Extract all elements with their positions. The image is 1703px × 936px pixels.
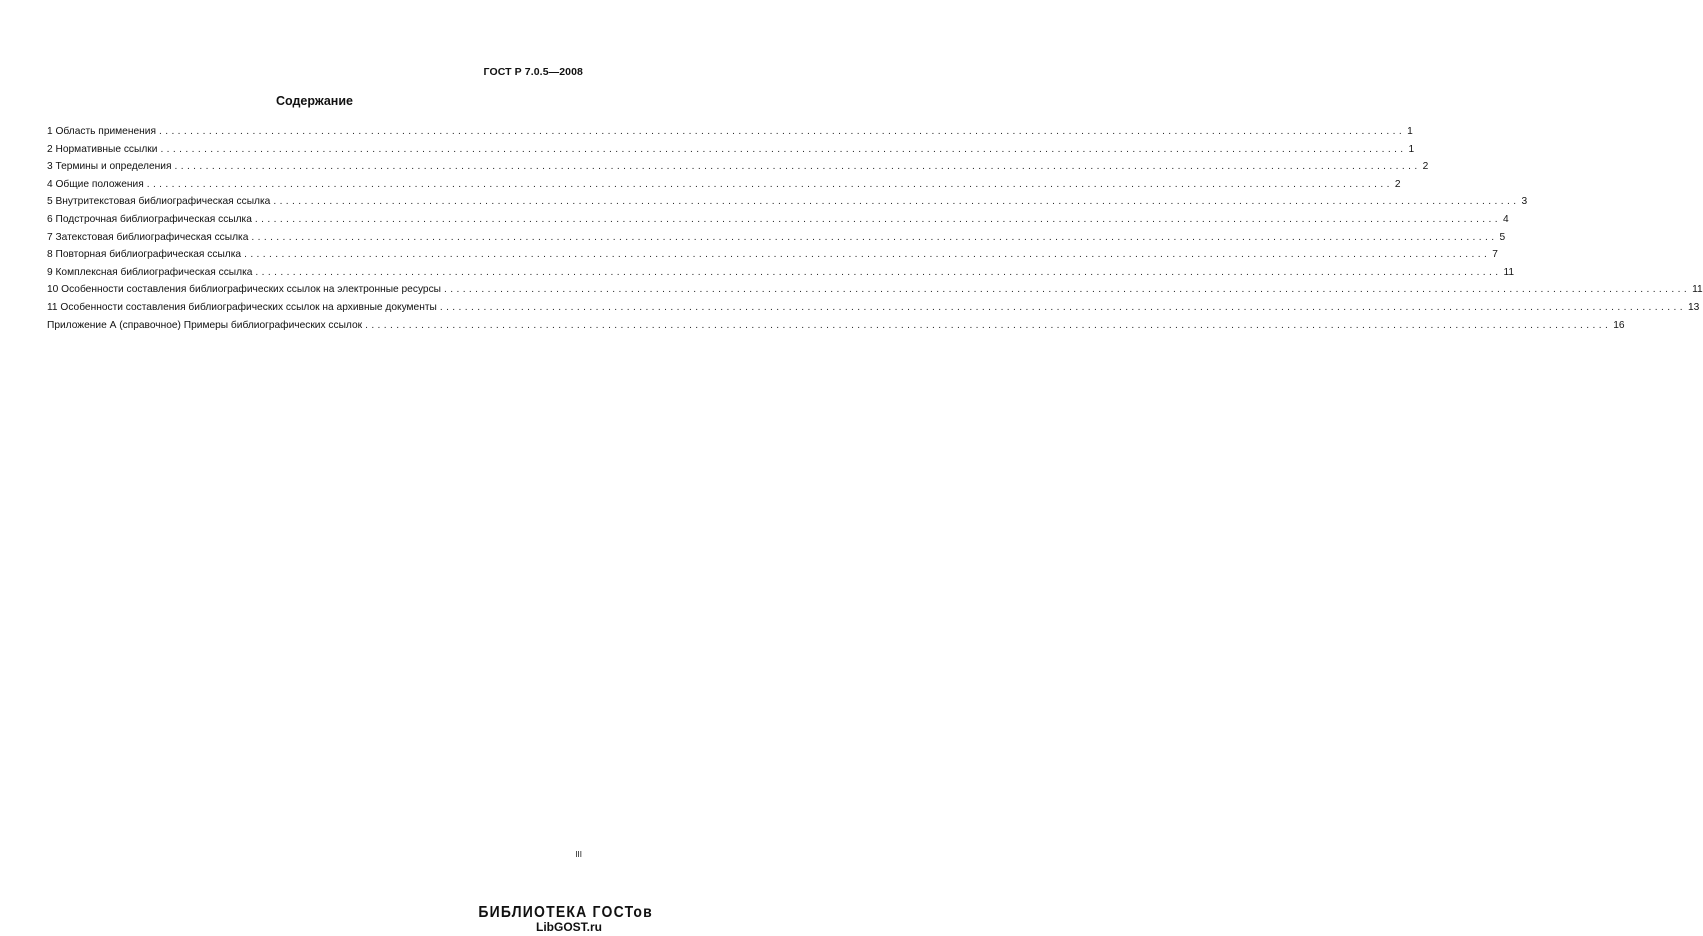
toc-entry[interactable] [47,213,1509,232]
toc-entry[interactable] [47,249,1498,267]
toc-entry-label: 11 Особенности составления библиографических ссылок на архивные документы [47,301,437,313]
toc-entry[interactable] [47,319,1625,338]
toc-entry-page: 1 [1407,126,1413,137]
toc-entry[interactable] [47,178,1401,197]
toc-entry-label: 7 Затекстовая библиографическая ссылка [47,231,249,243]
document-code: ГОСТ Р 7.0.5—2008 [483,66,583,78]
toc-entry-page: 13 [1687,301,1700,313]
toc-leader-dots: ........................................................................................................................................................................................................ [273,196,1520,208]
toc-entry-page: 7 [1492,249,1498,261]
toc-leader-dots: ........................................................................................................................................................................................................ [244,249,1491,261]
toc-entry-label: 2 Нормативные ссылки [47,143,158,155]
toc-entry[interactable] [47,126,1413,144]
toc-leader-dots: ........................................................................................................................................................................................................ [365,319,1612,331]
toc-entry-label: 8 Повторная библиографическая ссылка [47,249,242,261]
toc-entry[interactable] [47,301,1700,320]
page-number: III [575,850,582,859]
watermark-stamp-url: LibGOST.ru [536,920,602,934]
table-of-contents [47,126,1703,337]
toc-entry[interactable] [47,196,1528,214]
toc-entry-page: 2 [1394,178,1401,190]
toc-entry-label: 4 Общие положения [47,178,144,190]
toc-entry-page: 3 [1521,196,1528,208]
toc-leader-dots: ........................................................................................................................................................................................................ [444,284,1691,296]
toc-entry-label: 6 Подстрочная библиографическая ссылка [47,213,252,225]
toc-leader-dots: ........................................................................................................................................................................................................ [439,301,1686,313]
toc-entry-label: 3 Термины и определения [47,161,172,173]
toc-leader-dots: ........................................................................................................................................................................................................ [251,231,1498,243]
watermark-stamp-title: БИБЛИОТЕКА ГОСТов [478,902,653,921]
toc-leader-dots: ........................................................................................................................................................................................................ [158,126,1406,137]
toc-leader-dots: ........................................................................................................................................................................................................ [255,266,1502,278]
toc-entry-label: 10 Особенности составления библиографических ссылок на электронные ресурсы [47,284,441,296]
toc-entry-page: 2 [1422,161,1429,173]
toc-leader-dots: ........................................................................................................................................................................................................ [254,213,1501,225]
toc-entry-page: 16 [1613,319,1625,331]
toc-leader-dots: ........................................................................................................................................................................................................ [174,161,1421,173]
toc-entry-label: 1 Область применения [47,126,156,137]
toc-entry-label: 5 Внутритекстовая библиографическая ссылка [47,196,271,208]
toc-entry[interactable] [47,161,1429,179]
toc-leader-dots: ........................................................................................................................................................................................................ [146,178,1393,190]
toc-entry-page: 5 [1499,231,1506,243]
toc-entry-label: 9 Комплексная библиографическая ссылка [47,266,253,278]
toc-entry-label: Приложение А (справочное) Примеры библиографических ссылок [47,319,363,331]
toc-title: Содержание [275,94,353,108]
toc-entry[interactable] [47,284,1703,302]
toc-entry-page: 11 [1503,266,1515,278]
toc-leader-dots: ........................................................................................................................................................................................................ [160,143,1407,155]
toc-entry[interactable] [47,231,1506,250]
toc-entry[interactable] [47,266,1515,285]
toc-entry-page: 11 [1692,284,1703,296]
toc-entry-page: 1 [1408,143,1415,155]
toc-entry[interactable] [47,143,1415,162]
toc-entry-page: 4 [1503,213,1509,225]
